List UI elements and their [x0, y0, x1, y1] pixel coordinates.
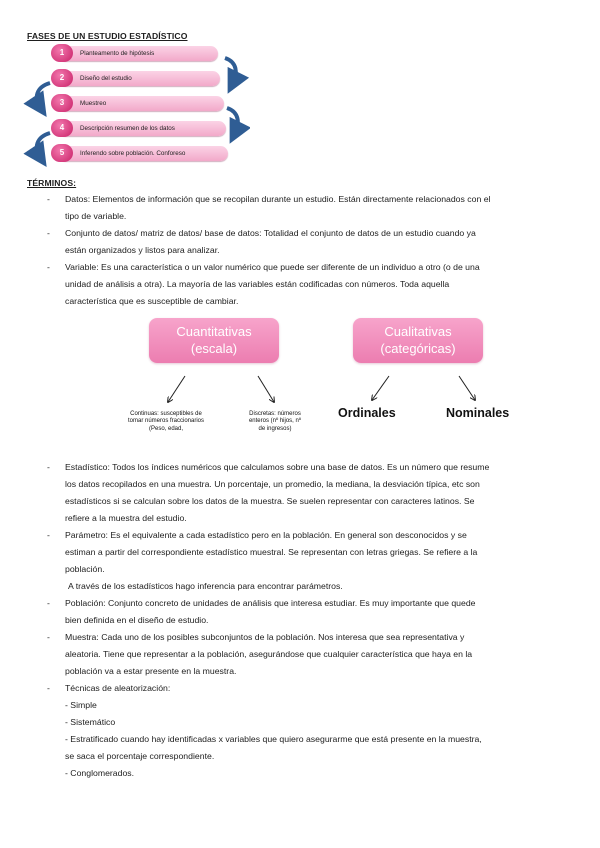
arrow-icon [459, 376, 475, 400]
left-curved-arrow-icon [37, 83, 50, 107]
nominales-label: Nominales [446, 406, 510, 420]
diagram-arrows [150, 370, 490, 410]
continuas-label: Continuas: susceptibles de tomar números fraccionarios (Peso, edad, [127, 411, 205, 432]
cuantitativas-box: Cuantitativas (escala) [149, 318, 279, 363]
right-curved-arrow-icon [225, 58, 236, 83]
fases-title: FASES DE UN ESTUDIO ESTADÍSTICO [27, 31, 188, 41]
cualitativas-box: Cualitativas (categóricas) [353, 318, 483, 363]
arrow-icon [168, 376, 185, 402]
inferencia-note: A través de los estadísticos hago inferencia para encontrar parámetros. [68, 581, 343, 591]
phase-arrows [20, 40, 250, 170]
terminos-title: TÉRMINOS: [27, 178, 77, 188]
right-curved-arrow-icon [227, 108, 238, 133]
left-curved-arrow-icon [37, 133, 50, 157]
discretas-label: Discretas: números enteros (nº hijos, nº de ingresos) [248, 411, 302, 432]
arrow-icon [258, 376, 274, 402]
ordinales-label: Ordinales [338, 406, 396, 420]
arrow-icon [372, 376, 389, 400]
